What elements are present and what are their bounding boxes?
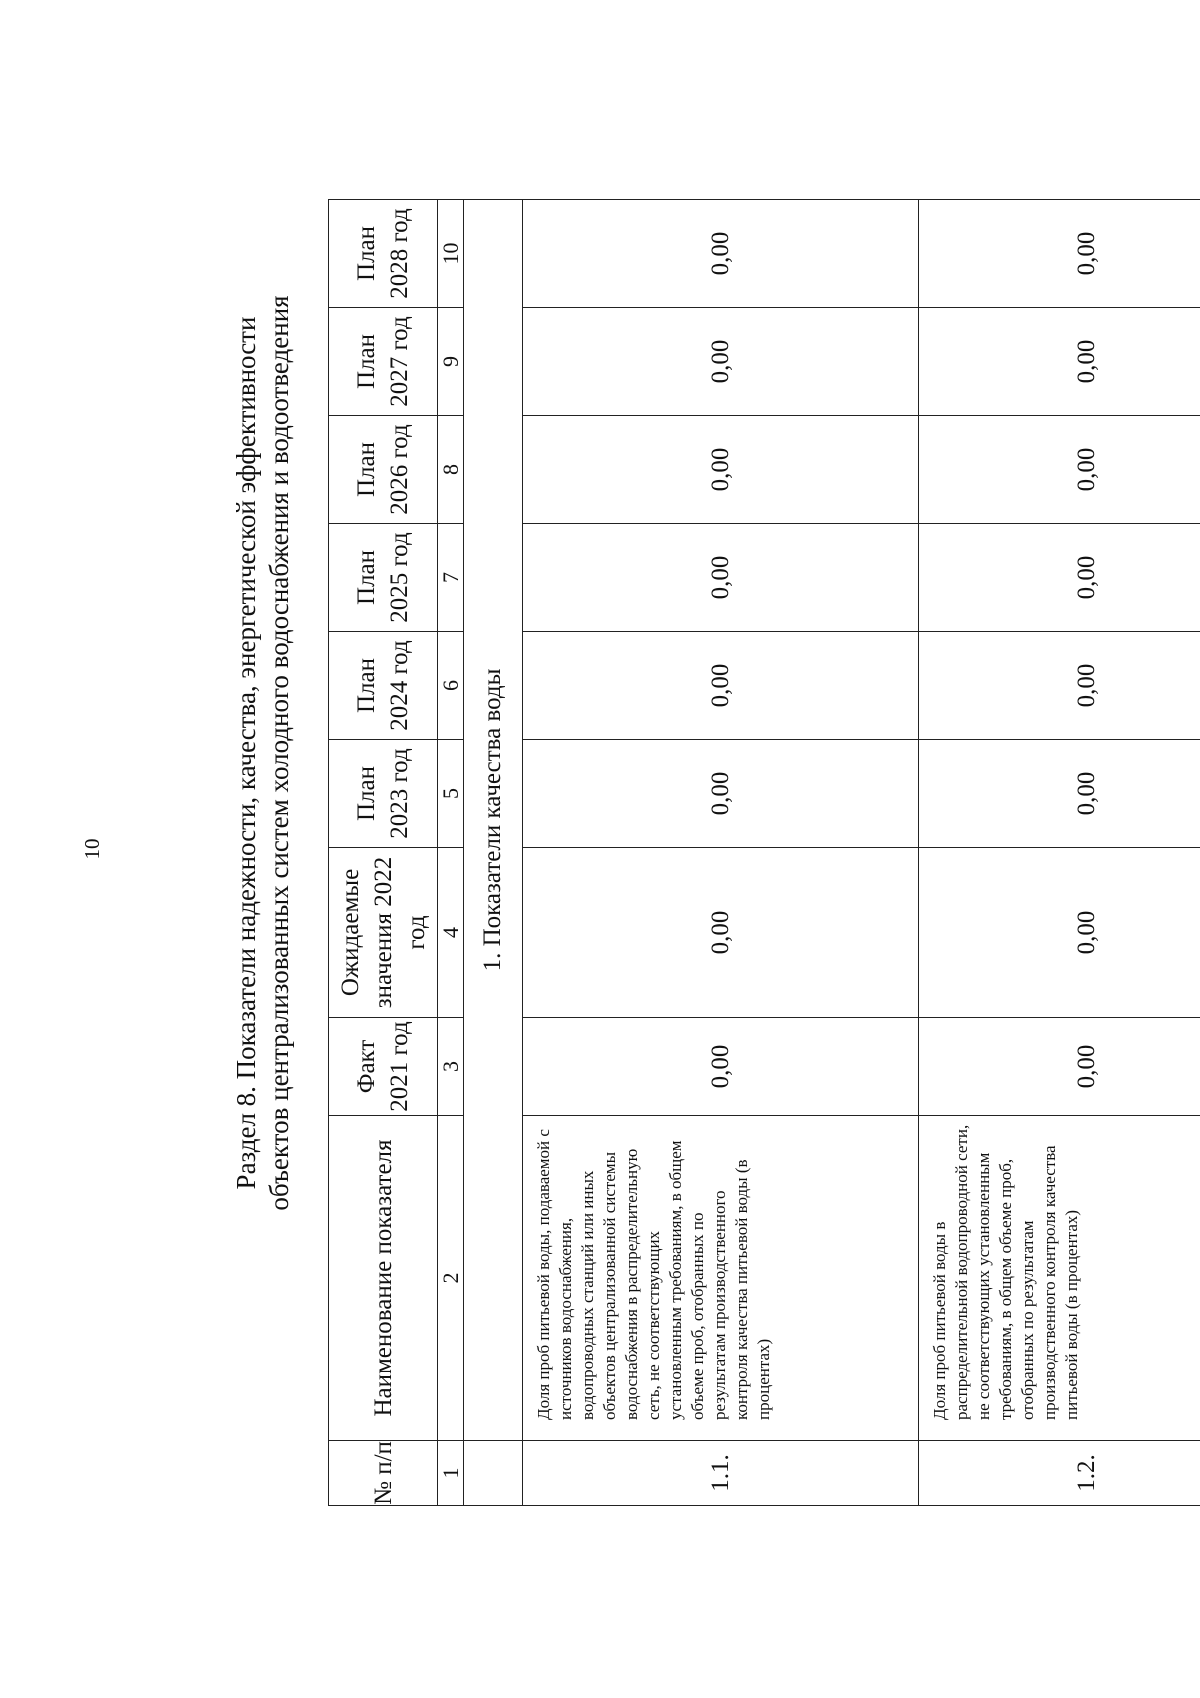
column-index: 8: [438, 416, 464, 524]
section-heading-line-2: объектов централизованных систем холодного водоснабжения и водоотведения: [264, 295, 294, 1211]
section-heading-line-1: Раздел 8. Показатели надежности, качества, энергетической эффективности: [231, 316, 261, 1190]
section-heading: [230, 0, 325, 1506]
value-cell: 0,00: [919, 524, 1200, 632]
value-cell: 0,00: [919, 200, 1200, 308]
table-row: [919, 200, 1200, 1506]
column-index: 10: [438, 200, 464, 308]
header-num: № п/п: [329, 1441, 438, 1506]
value-cell: 0,00: [919, 632, 1200, 740]
header-row: [329, 200, 438, 1506]
header-plan-2024: План 2024 год: [329, 632, 438, 740]
value-cell: 0,00: [523, 308, 919, 416]
value-cell: 0,00: [523, 416, 919, 524]
table-row: [523, 200, 919, 1506]
value-cell: 0,00: [919, 740, 1200, 848]
column-index: 5: [438, 740, 464, 848]
value-cell: 0,00: [523, 200, 919, 308]
row-number: 1.2.: [919, 1441, 1200, 1506]
column-index: 2: [438, 1116, 464, 1441]
header-plan-2023: План 2023 год: [329, 740, 438, 848]
value-cell: 0,00: [523, 740, 919, 848]
value-cell: 0,00: [919, 848, 1200, 1018]
column-index: 3: [438, 1018, 464, 1116]
indicators-table: [328, 199, 1200, 1506]
indicator-name: Доля проб питьевой воды в распределительной водопроводной сети, не соответствующих установленным требованиям, в общем объеме проб, отобранных по результатам производственного контроля качества питьевой воды (в процентах): [919, 1116, 1200, 1441]
value-cell: 0,00: [523, 524, 919, 632]
column-index: 7: [438, 524, 464, 632]
page-number: 10: [80, 838, 104, 860]
header-expected-2022: Ожидаемые значения 2022 год: [329, 848, 438, 1018]
column-index-row: [438, 200, 464, 1506]
value-cell: 0,00: [523, 632, 919, 740]
value-cell: 0,00: [919, 1018, 1200, 1116]
row-number: 1.1.: [523, 1441, 919, 1506]
header-name: Наименование показателя: [329, 1116, 438, 1441]
value-cell: 0,00: [523, 1018, 919, 1116]
header-plan-2027: План 2027 год: [329, 308, 438, 416]
column-index: 6: [438, 632, 464, 740]
section-num-cell: [464, 1441, 523, 1506]
column-index: 1: [438, 1441, 464, 1506]
section-row: [464, 200, 523, 1506]
column-index: 4: [438, 848, 464, 1018]
header-plan-2025: План 2025 год: [329, 524, 438, 632]
rotated-document: [230, 0, 1200, 1506]
section-title: 1. Показатели качества воды: [464, 200, 523, 1441]
column-index: 9: [438, 308, 464, 416]
header-fact-2021: Факт 2021 год: [329, 1018, 438, 1116]
header-plan-2026: План 2026 год: [329, 416, 438, 524]
indicator-name: Доля проб питьевой воды, подаваемой с источников водоснабжения, водопроводных станций или иных объектов централизованной системы водоснабжения в распределительную сеть, не соответствующих установленным требованиям, в общем объеме проб, отобранных по результатам производственного контроля качества питьевой воды (в процентах): [523, 1116, 919, 1441]
value-cell: 0,00: [523, 848, 919, 1018]
value-cell: 0,00: [919, 416, 1200, 524]
value-cell: 0,00: [919, 308, 1200, 416]
header-plan-2028: План 2028 год: [329, 200, 438, 308]
